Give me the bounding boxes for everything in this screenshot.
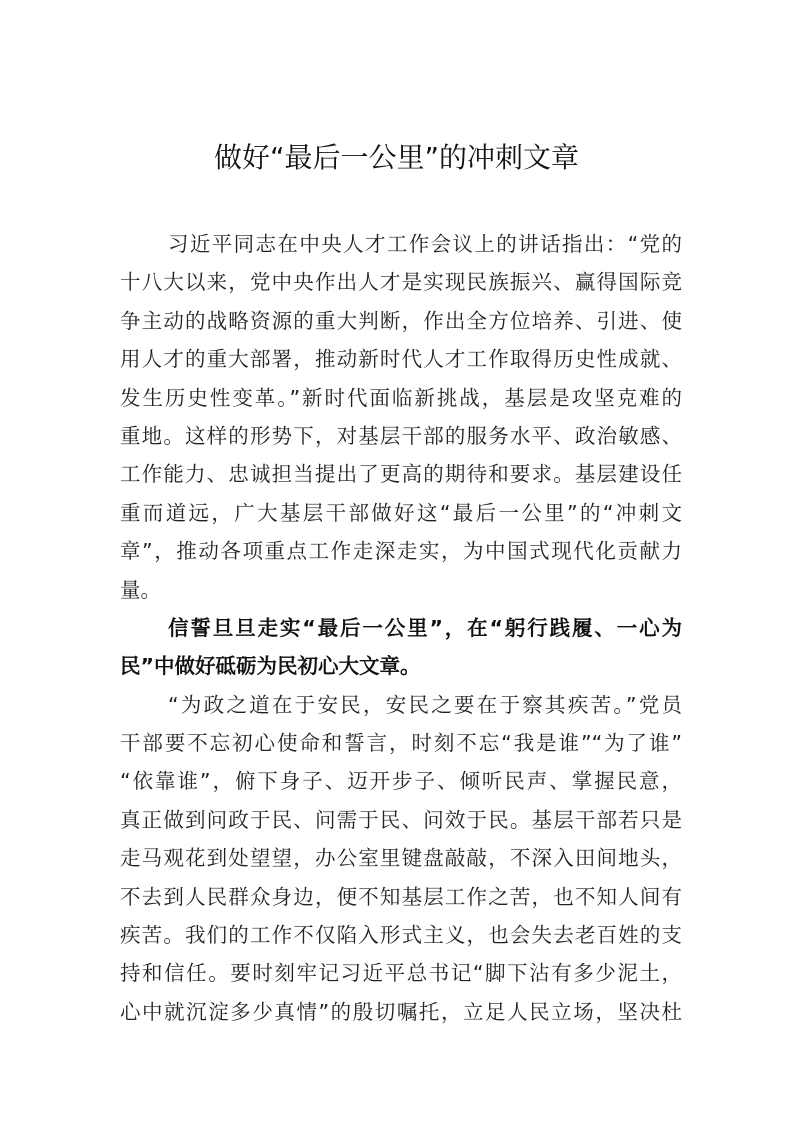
text-line: 走马观花到处望望，办公室里键盘敲敲，不深入田间地头， <box>120 846 682 871</box>
text-line: 十八大以来，党中央作出人才是实现民族振兴、赢得国际竞 <box>120 270 682 295</box>
text-line: 持和信任。要时刻牢记习近平总书记“脚下沾有多少泥土， <box>120 961 682 986</box>
text-line: 习近平同志在中央人才工作会议上的讲话指出：“党的 <box>168 232 682 256</box>
text-line: 用人才的重大部署，推动新时代人才工作取得历史性成就、 <box>120 347 682 372</box>
text-line: 争主动的战略资源的重大判断，作出全方位培养、引进、使 <box>120 308 682 333</box>
paragraph <box>120 225 682 609</box>
text-line: 心中就沉淀多少真情”的殷切嘱托，立足人民立场，坚决杜 <box>120 999 682 1024</box>
text-line: 信誓旦旦走实“最后一公里”，在“躬行践履、一心为 <box>168 615 682 640</box>
text-line: 疾苦。我们的工作不仅陷入形式主义，也会失去老百姓的支 <box>120 923 682 948</box>
text-line: 民”中做好砥砺为民初心大文章。 <box>120 654 421 679</box>
document-body <box>120 225 682 1031</box>
text-line: 发生历史性变革。”新时代面临新挑战，基层是攻坚克难的 <box>120 385 682 410</box>
text-line: 不去到人民群众身边，便不知基层工作之苦，也不知人间有 <box>120 884 682 909</box>
text-line: 量。 <box>120 577 161 602</box>
text-line: “为政之道在于安民，安民之要在于察其疾苦。”党员 <box>168 692 682 717</box>
text-line: 重而道远，广大基层干部做好这“最后一公里”的“冲刺文 <box>120 500 682 525</box>
text-line: 工作能力、忠诚担当提出了更高的期待和要求。基层建设任 <box>120 462 682 487</box>
section-heading <box>120 609 682 686</box>
text-line: 章”，推动各项重点工作走深走实，为中国式现代化贡献力 <box>120 539 682 564</box>
text-line: 真正做到问政于民、问需于民、问效于民。基层干部若只是 <box>120 807 682 832</box>
text-line: 干部要不忘初心使命和誓言，时刻不忘“我是谁”“为了谁” <box>120 731 682 756</box>
paragraph <box>120 686 682 1032</box>
document-title: 做好“最后一公里”的冲刺文章 <box>213 141 579 174</box>
text-line: “依靠谁”，俯下身子、迈开步子、倾听民声、掌握民意， <box>120 769 682 794</box>
text-line: 重地。这样的形势下，对基层干部的服务水平、政治敏感、 <box>120 423 682 448</box>
